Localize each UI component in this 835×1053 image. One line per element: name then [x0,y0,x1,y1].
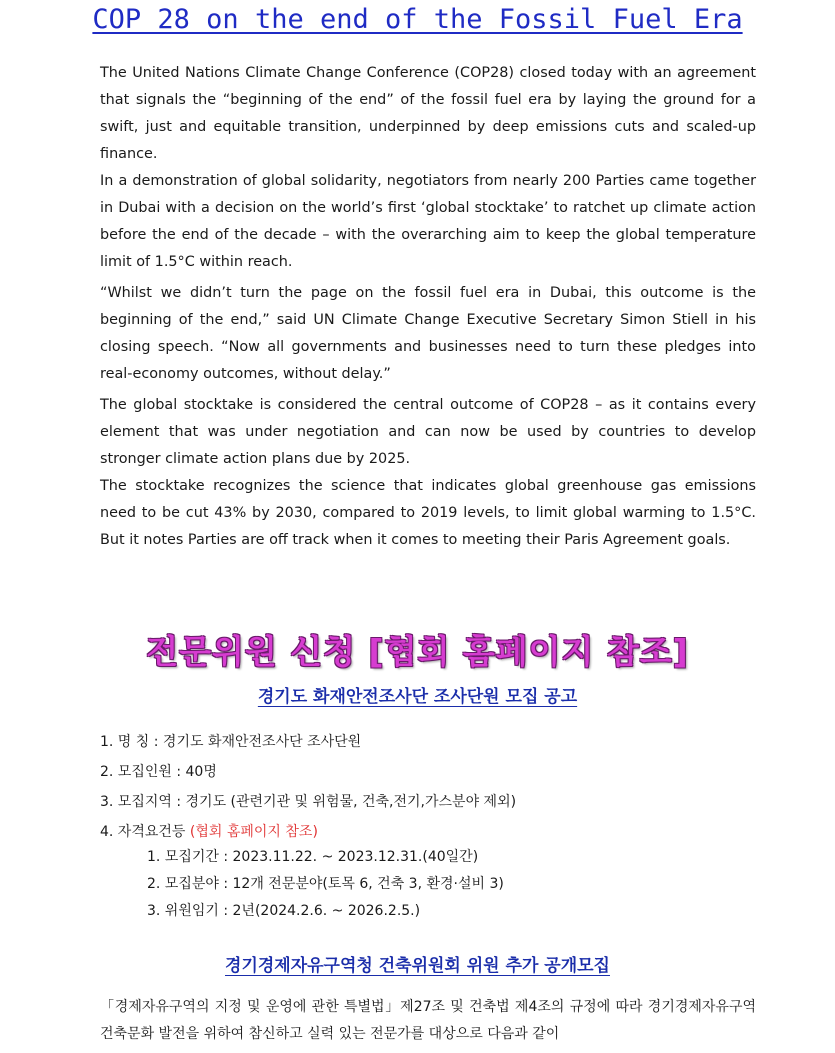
list-item: 2. 모집인원 : 40명 [100,764,217,780]
page-title [0,4,835,35]
list-item [100,817,516,847]
homepage-reference-note: (협회 홈페이지 참조) [189,824,318,840]
article-paragraph-3: “Whilst we didn’t turn the page on the fossil fuel era in Dubai, this outcome is the beginning of the end,” said UN Climate Change Executive Secretary Simon Stiell in his closing speech. “Now all governments and businesses need to turn these pledges into real-economy outcomes, without delay.” [100,285,756,382]
expert-application-banner: 전문위원 신청 [협회 홈페이지 참조] [146,632,689,671]
article-paragraph-2: In a demonstration of global solidarity, negotiators from nearly 200 Parties came together in Dubai with a decision on the world’s first ‘global stocktake’ to ratchet up climate action before the end of the decade – with the overarching aim to keep the global temperature limit of 1.5°C within reach. [100,173,756,270]
notice1-heading-text: 경기도 화재안전조사단 조사단원 모집 공고 [257,687,578,707]
list-item: 1. 명 칭 : 경기도 화재안전조사단 조사단원 [100,734,362,750]
notice1-heading [0,682,835,707]
notice2-heading-text: 경기경제자유구역청 건축위원회 위원 추가 공개모집 [225,956,610,976]
list-item: 3. 모집지역 : 경기도 (관련기관 및 위험물, 건축,전기,가스분야 제외) [100,794,517,810]
article-paragraph-5: The stocktake recognizes the science that indicates global greenhouse gas emissions need to be cut 43% by 2030, compared to 2019 levels, to limit global warming to 1.5°C. But it notes Parties are off track when it comes to meeting their Paris Agreement goals. [100,478,756,548]
notice1-list [100,727,516,847]
article-paragraph-4: The global stocktake is considered the central outcome of COP28 – as it contains every element that was under negotiation and can now be used by countries to develop stronger climate action plans due by 2025. [100,397,756,467]
page-title-text: COP 28 on the end of the Fossil Fuel Era [92,4,743,35]
list-item-label: 4. 자격요건등 [100,824,190,840]
notice2-heading [0,951,835,976]
list-item: 1. 모집기간 : 2023.11.22. ~ 2023.12.31.(40일간) [147,849,479,865]
notice2-body [100,994,756,1048]
notice1-sublist [147,844,504,925]
notice2-paragraph: 「경제자유구역의 지정 및 운영에 관한 특별법」제27조 및 건축법 제4조의 규정에 따라 경기경제자유구역 건축문화 발전을 위하여 참신하고 실력 있는 전문가를 대상으로 다음과 같이 [100,999,756,1042]
article-paragraph-1: The United Nations Climate Change Conference (COP28) closed today with an agreement that signals the “beginning of the end” of the fossil fuel era by laying the ground for a swift, just and equitable transition, underpinned by deep emissions cuts and scaled-up finance. [100,65,756,162]
list-item: 3. 위원임기 : 2년(2024.2.6. ~ 2026.2.5.) [147,903,421,919]
article-body [100,60,756,554]
list-item: 2. 모집분야 : 12개 전문분야(토목 6, 건축 3, 환경·설비 3) [147,876,504,892]
